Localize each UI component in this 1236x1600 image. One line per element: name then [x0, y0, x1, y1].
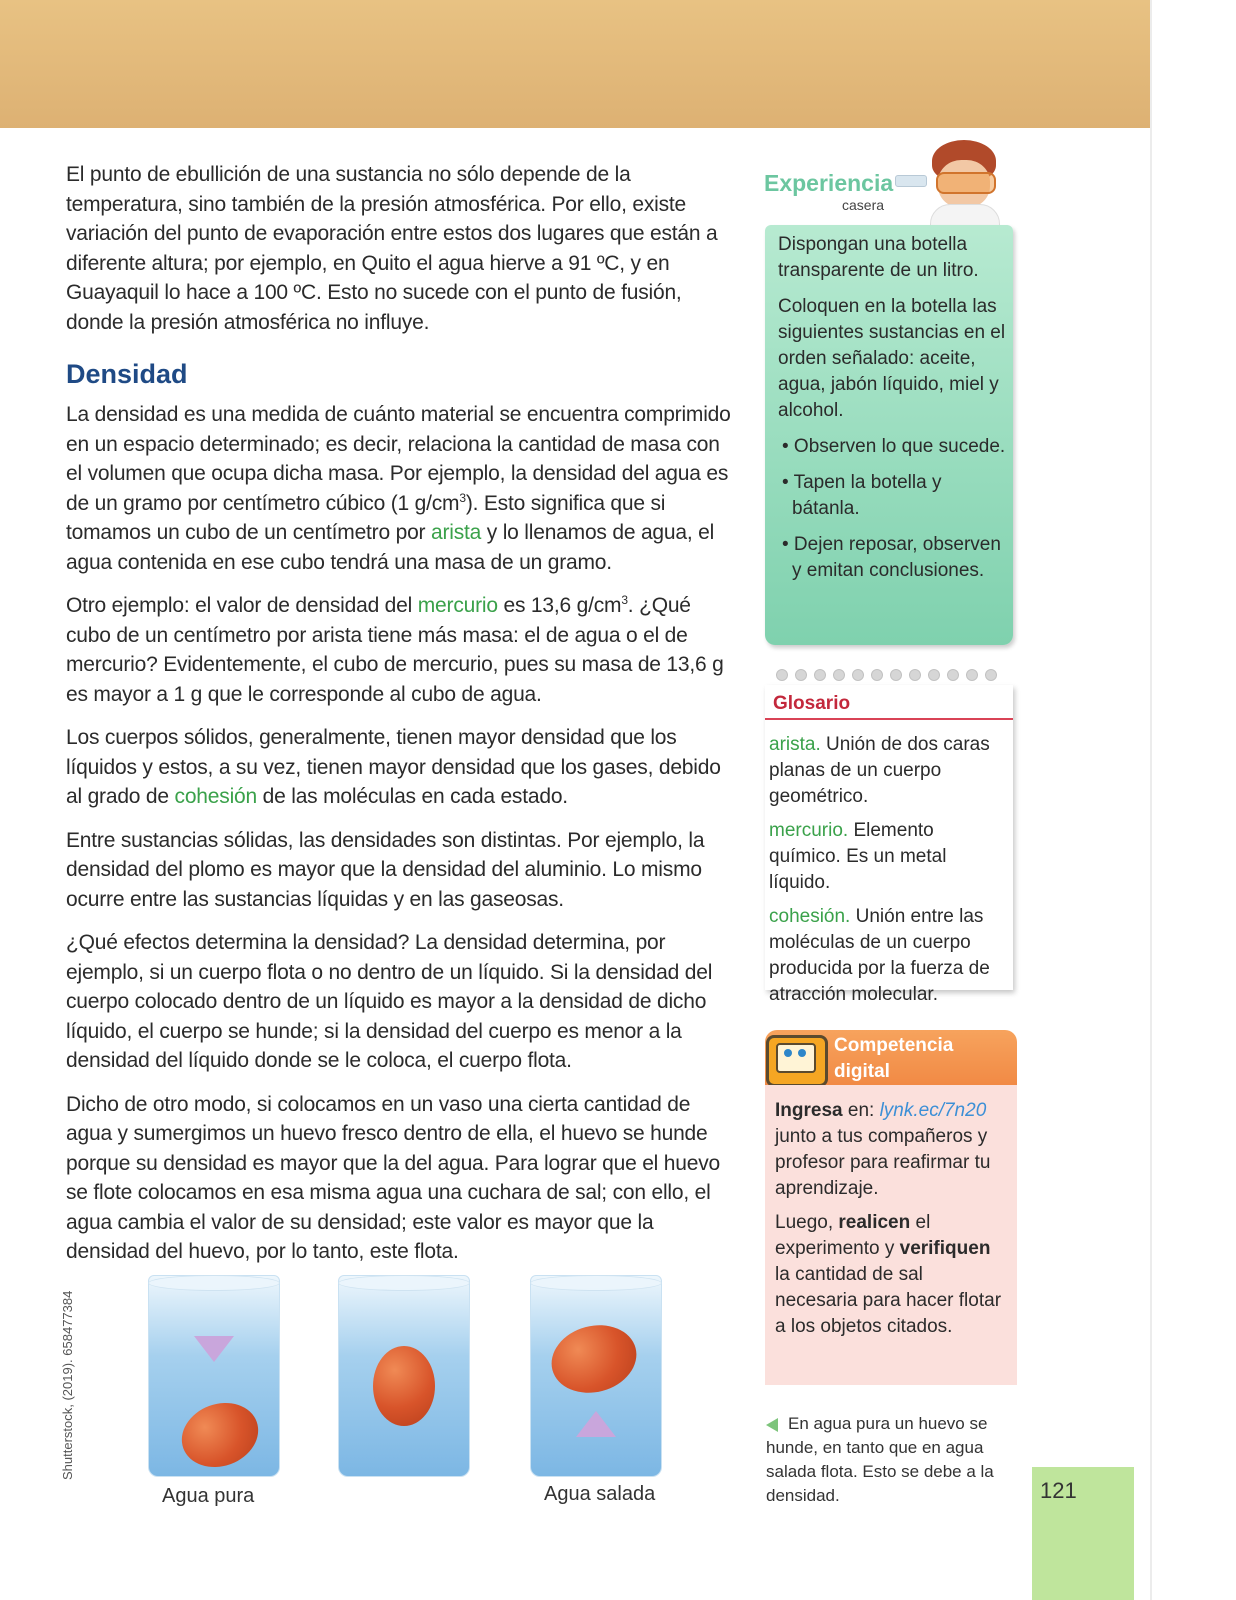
- glass-middle: [338, 1275, 470, 1477]
- notebook-spiral: [776, 668, 1016, 682]
- competencia-p2: [775, 1210, 1010, 1340]
- egg-floating: [544, 1316, 644, 1402]
- arrow-up-icon: [576, 1411, 616, 1437]
- p1-sup: 3: [459, 490, 466, 505]
- header-band: [0, 0, 1150, 128]
- glosario-title: Glosario: [773, 693, 851, 714]
- label-pure-water: Agua pura: [162, 1485, 255, 1507]
- arrow-down-icon: [194, 1336, 234, 1362]
- glosario-term: arista.: [769, 734, 821, 755]
- robot-eye: [798, 1049, 806, 1057]
- robot-eye: [784, 1049, 792, 1057]
- experiencia-bullet-1: • Observen lo que sucede.: [782, 436, 1006, 457]
- glass-pure-water: [148, 1275, 280, 1477]
- glossary-term-cohesion: cohesión: [174, 785, 257, 808]
- paragraph-2: [66, 591, 736, 709]
- competencia-title: [834, 1033, 953, 1085]
- glass-salt-water: [530, 1275, 662, 1477]
- competencia-rest2: la cantidad de sal necesaria para hacer flotar a los objetos citados.: [775, 1264, 1002, 1337]
- page-edge: [1150, 0, 1152, 1600]
- p1-text-c: y lo llenamos de agua, el agua contenida en ese cubo tendrá una masa de un gramo.: [66, 521, 715, 574]
- p2-sup: 3: [621, 593, 628, 607]
- page-number: 121: [1040, 1478, 1077, 1503]
- glass-rim: [338, 1275, 470, 1291]
- glossary-term-mercurio: mercurio: [417, 594, 498, 617]
- caption-arrow-icon: [766, 1418, 778, 1432]
- experiencia-bullet-2: • Tapen la botella y bátanla.: [782, 472, 942, 519]
- avatar-goggles: [936, 172, 996, 194]
- p1-text-a: La densidad es una medida de cuánto material se encuentra comprimido en un espacio determinado; es decir, relaciona la cantidad de masa con el volumen que ocupa dicha masa. Por ejemplo, la densidad del agua es de un gramo por centímetro cúbico (1 g/cm: [66, 403, 731, 515]
- competencia-ingresa: Ingresa: [775, 1100, 843, 1121]
- glosario-term: cohesión.: [769, 906, 851, 927]
- competencia-link[interactable]: lynk.ec/7n20: [879, 1100, 987, 1121]
- experiencia-bullet-3: • Dejen reposar, observen y emitan conclusiones.: [782, 534, 1001, 581]
- robot-screen: [776, 1043, 816, 1073]
- glosario-list: [769, 732, 1009, 1016]
- competencia-title-line2: digital: [834, 1061, 890, 1082]
- main-column: [66, 160, 736, 1281]
- egg-sunk: [173, 1393, 268, 1478]
- paragraph-3: [66, 723, 736, 812]
- glosario-item: [769, 732, 1009, 810]
- experiencia-subtitle: casera: [842, 197, 885, 213]
- egg-density-figure: [140, 1275, 700, 1530]
- competencia-verifiquen: verifiquen: [899, 1238, 991, 1259]
- competencia-el-exp: el experimento y: [775, 1212, 931, 1259]
- competencia-en: en:: [842, 1100, 880, 1121]
- experiencia-text: [778, 232, 1008, 594]
- robot-icon: [762, 1025, 828, 1085]
- competencia-text: [775, 1098, 1010, 1348]
- paragraph-5: ¿Qué efectos determina la densidad? La densidad determina, por ejemplo, si un cuerpo flota o no dentro de un líquido. Si la densidad del cuerpo colocado dentro de un líquido es mayor a la densidad de dicho líquido, el cuerpo se hunde; si la densidad del cuerpo es menor a la densidad del líquido donde se le coloca, el cuerpo flota.: [66, 931, 713, 1072]
- photo-credit: Shutterstock, (2019). 658477384: [60, 1290, 75, 1480]
- competencia-luego: Luego,: [775, 1212, 839, 1233]
- glosario-term: mercurio.: [769, 820, 849, 841]
- label-salt-water: Agua salada: [544, 1483, 656, 1505]
- p3-text-a: Los cuerpos sólidos, generalmente, tienen mayor densidad que los líquidos y estos, a su vez, tienen mayor densidad que los gases, debido al grado de: [66, 726, 721, 808]
- intro-paragraph: El punto de ebullición de una sustancia no sólo depende de la temperatura, sino también de la presión atmosférica. Por ello, existe variación del punto de evaporación entre estos dos lugares que están a diferente altura; por ejemplo, en Quito el agua hierve a 91 ºC, y en Guayaquil lo hace a 100 ºC. Esto no sucede con el punto de fusión, donde la presión atmosférica no influye.: [66, 163, 718, 334]
- glosario-item: [769, 818, 1009, 896]
- p3-text-b: de las moléculas en cada estado.: [257, 785, 568, 808]
- paragraph-6: Dicho de otro modo, si colocamos en un vaso una cierta cantidad de agua y sumergimos un huevo fresco dentro de ella, el huevo se hunde porque su densidad es mayor que la del agua. Para lograr que el huevo se flote colocamos en esa misma agua una cuchara de sal; con ello, el agua cambia el valor de su densidad; este valor es mayor que la densidad del huevo, por lo tanto, este flota.: [66, 1092, 720, 1263]
- glosario-def: Elemento químico. Es un metal líquido.: [769, 820, 947, 893]
- glosario-item: [769, 904, 1009, 1008]
- competencia-p1: [775, 1098, 1010, 1202]
- figure-caption: [766, 1412, 1006, 1508]
- p2-text-b: es 13,6 g/cm: [497, 594, 622, 617]
- glass-rim: [148, 1275, 280, 1291]
- p1-text-b: ). Esto significa que si tomamos un cubo de un centímetro por: [66, 491, 666, 544]
- glass-rim: [530, 1275, 662, 1291]
- glosario-def: Unión entre las moléculas de un cuerpo producida por la fuerza de atracción molecular.: [769, 906, 990, 1005]
- competencia-title-line1: Competencia: [834, 1035, 954, 1056]
- paragraph-1: [66, 400, 736, 577]
- glossary-term-arista: arista: [430, 521, 482, 544]
- scientist-kid-icon: [920, 132, 1010, 227]
- paragraph-4: Entre sustancias sólidas, las densidades son distintas. Por ejemplo, la densidad del plomo es mayor que la densidad del aluminio. Lo mismo ocurre entre las sustancias líquidas y en las gaseosas.: [66, 828, 705, 911]
- glosario-divider: [765, 718, 1013, 720]
- experiencia-p2: Coloquen en la botella las siguientes sustancias en el orden señalado: aceite, agua, jabón líquido, miel y alcohol.: [778, 296, 1006, 421]
- egg-suspended: [373, 1346, 435, 1426]
- p2-text-a: Otro ejemplo: el valor de densidad del: [66, 594, 418, 617]
- caption-text: En agua pura un huevo se hunde, en tanto que en agua salada flota. Esto se debe a la densidad.: [766, 1414, 994, 1505]
- experiencia-title: Experiencia: [764, 170, 894, 196]
- section-heading: Densidad: [66, 359, 188, 389]
- p2-text-c: . ¿Qué cubo de un centímetro por arista tiene más masa: el de agua o el de mercurio? Evidentemente, el cubo de mercurio, pues su masa de 13,6 g es mayor a 1 g que le corresponde al cubo de agua.: [66, 594, 724, 706]
- competencia-realicen: realicen: [838, 1212, 911, 1233]
- competencia-rest1: junto a tus compañeros y profesor para reafirmar tu aprendizaje.: [775, 1126, 991, 1199]
- glosario-def: Unión de dos caras planas de un cuerpo geométrico.: [769, 734, 990, 807]
- experiencia-p1: Dispongan una botella transparente de un litro.: [778, 234, 979, 281]
